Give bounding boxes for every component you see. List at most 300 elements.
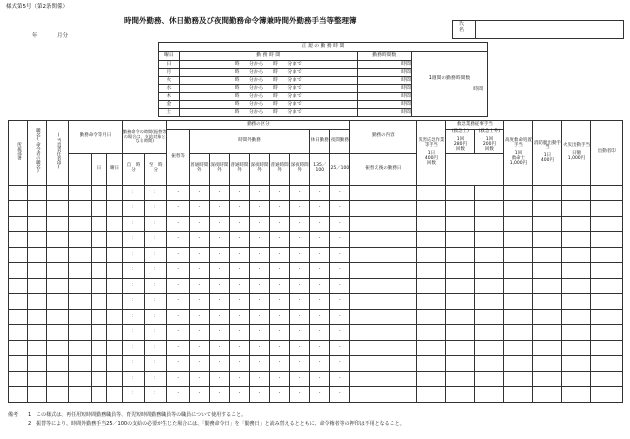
table-cell[interactable] [9, 185, 28, 201]
table-cell[interactable] [91, 387, 107, 403]
table-cell[interactable]: ・ [229, 294, 249, 310]
table-cell[interactable] [350, 232, 417, 248]
table-cell[interactable] [475, 371, 504, 387]
table-cell[interactable]: ・ [209, 232, 229, 248]
table-cell[interactable] [504, 309, 533, 325]
table-cell[interactable]: ・ [250, 247, 270, 263]
table-cell[interactable] [107, 340, 123, 356]
table-cell[interactable]: ・ [189, 294, 209, 310]
table-cell[interactable] [46, 294, 68, 310]
table-cell[interactable] [533, 185, 562, 201]
table-cell[interactable] [417, 387, 446, 403]
table-cell[interactable] [46, 216, 68, 232]
table-cell[interactable] [91, 371, 107, 387]
table-cell[interactable]: ： [122, 263, 144, 279]
table-cell[interactable] [446, 340, 475, 356]
table-cell[interactable]: ・ [209, 325, 229, 341]
table-cell[interactable] [562, 216, 591, 232]
table-cell[interactable] [107, 387, 123, 403]
table-cell[interactable]: ・ [290, 263, 310, 279]
time-range[interactable]: 時 分から 時 分まで [179, 69, 357, 77]
table-cell[interactable] [446, 356, 475, 372]
table-cell[interactable] [562, 232, 591, 248]
table-cell[interactable]: ： [145, 201, 167, 217]
table-cell[interactable] [46, 371, 68, 387]
table-cell[interactable]: ・ [167, 232, 189, 248]
time-range[interactable]: 時 分から 時 分まで [179, 109, 357, 117]
table-cell[interactable]: ・ [290, 294, 310, 310]
table-cell[interactable] [446, 263, 475, 279]
table-cell[interactable]: ・ [229, 216, 249, 232]
table-cell[interactable] [475, 387, 504, 403]
table-cell[interactable]: ・ [250, 201, 270, 217]
table-cell[interactable]: ： [145, 371, 167, 387]
table-cell[interactable] [9, 201, 28, 217]
table-cell[interactable] [417, 263, 446, 279]
table-cell[interactable]: ・ [209, 356, 229, 372]
table-cell[interactable] [591, 294, 623, 310]
table-cell[interactable]: ・ [270, 232, 290, 248]
table-cell[interactable]: ・ [330, 325, 350, 341]
table-cell[interactable]: ・ [250, 309, 270, 325]
table-cell[interactable]: ・ [209, 294, 229, 310]
table-cell[interactable] [69, 356, 91, 372]
table-cell[interactable] [69, 309, 91, 325]
table-cell[interactable]: ： [145, 278, 167, 294]
weekly-hours-cell[interactable] [411, 52, 487, 117]
table-cell[interactable]: ・ [189, 340, 209, 356]
table-cell[interactable] [27, 325, 46, 341]
table-cell[interactable]: ： [122, 278, 144, 294]
table-cell[interactable]: ・ [270, 247, 290, 263]
table-cell[interactable]: ・ [167, 278, 189, 294]
table-cell[interactable] [504, 356, 533, 372]
table-cell[interactable] [446, 247, 475, 263]
table-cell[interactable]: ・ [229, 247, 249, 263]
table-cell[interactable] [46, 247, 68, 263]
table-cell[interactable]: ・ [270, 278, 290, 294]
table-cell[interactable]: ・ [270, 325, 290, 341]
table-cell[interactable]: ・ [250, 340, 270, 356]
table-cell[interactable]: ・ [290, 371, 310, 387]
table-cell[interactable] [69, 278, 91, 294]
table-cell[interactable] [446, 185, 475, 201]
table-cell[interactable] [475, 216, 504, 232]
table-cell[interactable] [107, 263, 123, 279]
table-cell[interactable] [504, 294, 533, 310]
table-cell[interactable] [446, 232, 475, 248]
table-cell[interactable] [504, 387, 533, 403]
table-cell[interactable]: ・ [310, 185, 330, 201]
table-cell[interactable] [91, 356, 107, 372]
table-cell[interactable]: ： [145, 232, 167, 248]
table-cell[interactable]: ・ [167, 356, 189, 372]
table-cell[interactable] [504, 325, 533, 341]
table-cell[interactable]: ・ [167, 309, 189, 325]
table-cell[interactable] [46, 263, 68, 279]
table-cell[interactable]: ・ [250, 232, 270, 248]
table-cell[interactable] [417, 201, 446, 217]
table-cell[interactable] [475, 309, 504, 325]
table-cell[interactable]: ・ [209, 371, 229, 387]
time-range[interactable]: 時 分から 時 分まで [179, 85, 357, 93]
table-cell[interactable]: ・ [250, 325, 270, 341]
table-cell[interactable] [91, 263, 107, 279]
table-cell[interactable]: ・ [310, 263, 330, 279]
table-cell[interactable]: ・ [330, 340, 350, 356]
table-cell[interactable] [562, 278, 591, 294]
table-cell[interactable] [107, 185, 123, 201]
table-cell[interactable]: ・ [250, 387, 270, 403]
table-cell[interactable] [475, 263, 504, 279]
table-cell[interactable]: ・ [209, 278, 229, 294]
table-cell[interactable] [350, 201, 417, 217]
table-cell[interactable] [91, 278, 107, 294]
table-cell[interactable] [350, 263, 417, 279]
table-cell[interactable]: ・ [229, 387, 249, 403]
table-cell[interactable] [562, 309, 591, 325]
table-cell[interactable] [46, 309, 68, 325]
table-cell[interactable] [533, 216, 562, 232]
hours-unit[interactable]: 時間 [357, 85, 411, 93]
table-cell[interactable] [417, 294, 446, 310]
table-cell[interactable] [350, 325, 417, 341]
table-cell[interactable] [9, 247, 28, 263]
table-cell[interactable] [27, 278, 46, 294]
table-cell[interactable] [27, 294, 46, 310]
table-cell[interactable]: ・ [330, 201, 350, 217]
table-cell[interactable] [504, 263, 533, 279]
table-cell[interactable] [350, 340, 417, 356]
table-cell[interactable]: ・ [167, 325, 189, 341]
table-cell[interactable]: ・ [270, 356, 290, 372]
table-cell[interactable] [504, 185, 533, 201]
table-cell[interactable] [562, 356, 591, 372]
table-cell[interactable] [350, 247, 417, 263]
table-cell[interactable]: ・ [209, 340, 229, 356]
table-cell[interactable] [69, 387, 91, 403]
time-range[interactable]: 時 分から 時 分まで [179, 93, 357, 101]
table-cell[interactable]: ： [122, 325, 144, 341]
table-cell[interactable] [591, 371, 623, 387]
table-cell[interactable]: ： [145, 356, 167, 372]
table-cell[interactable] [107, 278, 123, 294]
table-cell[interactable]: ・ [250, 216, 270, 232]
table-cell[interactable]: ・ [209, 247, 229, 263]
table-cell[interactable]: ・ [290, 185, 310, 201]
table-cell[interactable] [533, 325, 562, 341]
table-cell[interactable] [46, 185, 68, 201]
table-cell[interactable]: ・ [189, 263, 209, 279]
table-cell[interactable]: ・ [229, 201, 249, 217]
table-cell[interactable]: ・ [250, 263, 270, 279]
table-cell[interactable] [504, 232, 533, 248]
table-cell[interactable] [504, 371, 533, 387]
table-cell[interactable] [591, 201, 623, 217]
table-cell[interactable] [562, 185, 591, 201]
table-cell[interactable]: ・ [270, 201, 290, 217]
table-cell[interactable]: ・ [290, 356, 310, 372]
table-cell[interactable]: ： [145, 294, 167, 310]
table-cell[interactable] [562, 263, 591, 279]
table-cell[interactable]: ： [122, 232, 144, 248]
table-cell[interactable] [69, 294, 91, 310]
table-cell[interactable] [533, 232, 562, 248]
table-cell[interactable] [417, 278, 446, 294]
table-cell[interactable] [446, 371, 475, 387]
table-cell[interactable] [9, 216, 28, 232]
table-cell[interactable]: ・ [229, 263, 249, 279]
table-cell[interactable] [446, 294, 475, 310]
table-cell[interactable] [533, 294, 562, 310]
table-cell[interactable] [69, 325, 91, 341]
table-cell[interactable] [591, 278, 623, 294]
table-cell[interactable] [107, 247, 123, 263]
table-cell[interactable]: ・ [229, 371, 249, 387]
table-cell[interactable]: ・ [310, 309, 330, 325]
table-cell[interactable] [107, 201, 123, 217]
table-cell[interactable] [533, 387, 562, 403]
table-cell[interactable] [562, 294, 591, 310]
table-cell[interactable] [69, 232, 91, 248]
table-cell[interactable]: ・ [290, 232, 310, 248]
table-cell[interactable] [27, 216, 46, 232]
table-cell[interactable] [69, 263, 91, 279]
table-cell[interactable] [9, 356, 28, 372]
table-cell[interactable] [27, 371, 46, 387]
table-cell[interactable]: ： [122, 356, 144, 372]
name-field[interactable] [452, 20, 624, 39]
table-cell[interactable]: ・ [167, 263, 189, 279]
table-cell[interactable]: ・ [189, 325, 209, 341]
table-cell[interactable] [9, 232, 28, 248]
table-cell[interactable]: ： [122, 201, 144, 217]
table-cell[interactable]: ・ [290, 278, 310, 294]
table-cell[interactable]: ・ [330, 371, 350, 387]
table-cell[interactable] [591, 356, 623, 372]
table-cell[interactable] [446, 325, 475, 341]
table-cell[interactable] [9, 387, 28, 403]
table-cell[interactable] [591, 340, 623, 356]
table-cell[interactable]: ・ [229, 325, 249, 341]
table-cell[interactable] [46, 201, 68, 217]
table-cell[interactable]: ・ [229, 185, 249, 201]
table-cell[interactable] [27, 185, 46, 201]
table-cell[interactable]: ・ [290, 247, 310, 263]
table-cell[interactable] [562, 387, 591, 403]
table-cell[interactable]: ・ [167, 371, 189, 387]
table-cell[interactable]: ・ [270, 216, 290, 232]
table-cell[interactable] [533, 278, 562, 294]
table-cell[interactable] [446, 309, 475, 325]
table-cell[interactable] [475, 278, 504, 294]
table-cell[interactable] [562, 371, 591, 387]
table-cell[interactable] [107, 325, 123, 341]
table-cell[interactable]: ・ [330, 309, 350, 325]
table-cell[interactable] [107, 309, 123, 325]
table-cell[interactable] [533, 371, 562, 387]
table-cell[interactable] [350, 216, 417, 232]
table-cell[interactable] [562, 340, 591, 356]
time-range[interactable]: 時 分から 時 分まで [179, 101, 357, 109]
table-cell[interactable]: ・ [310, 356, 330, 372]
table-cell[interactable]: ・ [310, 278, 330, 294]
table-cell[interactable]: ・ [250, 278, 270, 294]
table-cell[interactable] [69, 340, 91, 356]
table-cell[interactable]: ・ [310, 232, 330, 248]
table-cell[interactable]: ・ [209, 263, 229, 279]
table-cell[interactable] [475, 232, 504, 248]
table-cell[interactable] [91, 294, 107, 310]
table-cell[interactable] [446, 278, 475, 294]
table-cell[interactable] [27, 201, 46, 217]
table-cell[interactable]: ・ [270, 185, 290, 201]
table-cell[interactable]: ・ [167, 340, 189, 356]
table-cell[interactable]: ： [145, 216, 167, 232]
table-cell[interactable]: ・ [290, 340, 310, 356]
table-cell[interactable]: ・ [189, 185, 209, 201]
table-cell[interactable] [9, 309, 28, 325]
table-cell[interactable]: ・ [209, 216, 229, 232]
table-cell[interactable]: ・ [290, 387, 310, 403]
table-cell[interactable] [475, 185, 504, 201]
table-cell[interactable]: ： [122, 247, 144, 263]
table-cell[interactable]: ・ [310, 340, 330, 356]
table-cell[interactable]: ・ [330, 247, 350, 263]
table-cell[interactable] [533, 263, 562, 279]
table-cell[interactable]: ・ [209, 309, 229, 325]
time-range[interactable]: 時 分から 時 分まで [179, 77, 357, 85]
table-cell[interactable]: ・ [330, 185, 350, 201]
table-cell[interactable]: ・ [229, 309, 249, 325]
table-cell[interactable] [9, 340, 28, 356]
table-cell[interactable]: ・ [310, 201, 330, 217]
table-cell[interactable] [91, 185, 107, 201]
table-cell[interactable]: ： [122, 309, 144, 325]
table-cell[interactable] [504, 216, 533, 232]
table-cell[interactable]: ： [145, 340, 167, 356]
table-cell[interactable] [533, 309, 562, 325]
table-cell[interactable] [475, 340, 504, 356]
table-cell[interactable] [591, 247, 623, 263]
table-cell[interactable] [91, 201, 107, 217]
table-cell[interactable] [591, 232, 623, 248]
table-cell[interactable]: ・ [250, 356, 270, 372]
table-cell[interactable] [91, 247, 107, 263]
table-cell[interactable] [504, 278, 533, 294]
table-cell[interactable]: ・ [167, 294, 189, 310]
table-cell[interactable]: ・ [330, 387, 350, 403]
table-cell[interactable] [69, 247, 91, 263]
table-cell[interactable]: ・ [167, 216, 189, 232]
table-cell[interactable] [417, 371, 446, 387]
table-cell[interactable]: ・ [330, 278, 350, 294]
table-cell[interactable] [591, 216, 623, 232]
table-cell[interactable] [46, 340, 68, 356]
table-cell[interactable]: ・ [229, 356, 249, 372]
table-cell[interactable]: ・ [209, 201, 229, 217]
table-cell[interactable]: ・ [167, 185, 189, 201]
table-cell[interactable]: ・ [189, 309, 209, 325]
table-cell[interactable] [504, 340, 533, 356]
table-cell[interactable] [69, 185, 91, 201]
table-cell[interactable]: ： [145, 387, 167, 403]
table-cell[interactable] [417, 216, 446, 232]
table-cell[interactable] [46, 278, 68, 294]
table-cell[interactable] [350, 371, 417, 387]
table-cell[interactable] [417, 232, 446, 248]
table-cell[interactable] [27, 356, 46, 372]
table-cell[interactable]: ： [122, 387, 144, 403]
table-cell[interactable] [350, 294, 417, 310]
table-cell[interactable]: ・ [270, 309, 290, 325]
table-cell[interactable] [27, 263, 46, 279]
table-cell[interactable]: ・ [310, 325, 330, 341]
table-cell[interactable] [107, 371, 123, 387]
table-cell[interactable]: ・ [270, 371, 290, 387]
table-cell[interactable] [350, 356, 417, 372]
table-cell[interactable] [69, 371, 91, 387]
table-cell[interactable]: ・ [250, 185, 270, 201]
hours-unit[interactable]: 時間 [357, 109, 411, 117]
hours-unit[interactable]: 時間 [357, 77, 411, 85]
table-cell[interactable] [504, 247, 533, 263]
table-cell[interactable] [9, 294, 28, 310]
table-cell[interactable] [475, 325, 504, 341]
table-cell[interactable]: ： [122, 294, 144, 310]
hours-unit[interactable]: 時間 [357, 93, 411, 101]
table-cell[interactable] [591, 387, 623, 403]
table-cell[interactable]: ・ [189, 201, 209, 217]
table-cell[interactable]: ・ [167, 387, 189, 403]
table-cell[interactable] [107, 232, 123, 248]
table-cell[interactable] [446, 216, 475, 232]
table-cell[interactable]: ： [145, 309, 167, 325]
table-cell[interactable] [562, 201, 591, 217]
hours-unit[interactable]: 時間 [357, 101, 411, 109]
table-cell[interactable]: ・ [270, 387, 290, 403]
table-cell[interactable]: ・ [310, 294, 330, 310]
table-cell[interactable] [9, 278, 28, 294]
table-cell[interactable]: ・ [310, 371, 330, 387]
hours-unit[interactable]: 時間 [357, 69, 411, 77]
table-cell[interactable]: ・ [229, 340, 249, 356]
table-cell[interactable] [533, 356, 562, 372]
table-cell[interactable]: ： [122, 216, 144, 232]
table-cell[interactable]: ・ [290, 201, 310, 217]
table-cell[interactable] [533, 340, 562, 356]
table-cell[interactable]: ・ [270, 263, 290, 279]
table-cell[interactable] [91, 325, 107, 341]
table-cell[interactable] [417, 309, 446, 325]
table-cell[interactable] [9, 263, 28, 279]
table-cell[interactable] [446, 387, 475, 403]
table-cell[interactable] [27, 340, 46, 356]
table-cell[interactable]: ・ [250, 294, 270, 310]
table-cell[interactable] [69, 216, 91, 232]
table-cell[interactable]: ・ [310, 216, 330, 232]
table-cell[interactable]: ・ [290, 325, 310, 341]
table-cell[interactable] [350, 278, 417, 294]
table-cell[interactable]: ・ [310, 247, 330, 263]
table-cell[interactable]: ： [122, 340, 144, 356]
table-cell[interactable] [475, 356, 504, 372]
table-cell[interactable]: ・ [189, 371, 209, 387]
table-cell[interactable] [591, 309, 623, 325]
table-cell[interactable] [350, 309, 417, 325]
table-cell[interactable]: ・ [330, 356, 350, 372]
table-cell[interactable]: ・ [189, 216, 209, 232]
